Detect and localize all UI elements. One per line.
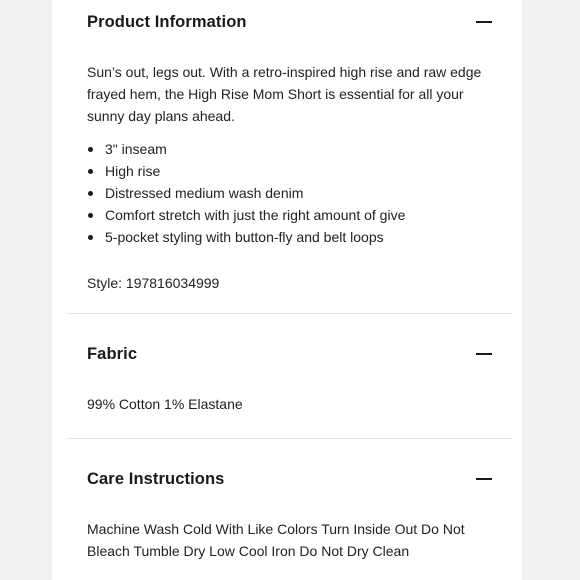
section-divider bbox=[67, 438, 512, 439]
feature-list-item: Distressed medium wash denim bbox=[87, 182, 492, 204]
fabric-header[interactable] bbox=[52, 332, 522, 376]
collapse-minus-icon[interactable] bbox=[476, 472, 492, 486]
care-instructions-content: Machine Wash Cold With Like Colors Turn Inside Out Do Not Bleach Tumble Dry Low Cool Iron Do Not Dry Clean bbox=[87, 521, 465, 559]
feature-list-item: 3" inseam bbox=[87, 138, 492, 160]
section-divider bbox=[67, 313, 512, 314]
product-details-panel bbox=[52, 0, 522, 580]
care-instructions-title: Care Instructions bbox=[87, 469, 225, 488]
collapse-minus-icon[interactable] bbox=[476, 15, 492, 29]
care-instructions-header[interactable] bbox=[52, 457, 522, 501]
style-number: Style: 197816034999 bbox=[87, 275, 220, 291]
feature-list bbox=[87, 138, 492, 248]
fabric-content: 99% Cotton 1% Elastane bbox=[87, 396, 243, 412]
fabric-title: Fabric bbox=[87, 344, 138, 363]
product-information-header[interactable] bbox=[52, 0, 522, 44]
feature-list-item: Comfort stretch with just the right amount of give bbox=[87, 204, 492, 226]
feature-list-item: High rise bbox=[87, 160, 492, 182]
product-description: Sun’s out, legs out. With a retro-inspired high rise and raw edge frayed hem, the High Rise Mom Short is essential for all your sunny day plans ahead. bbox=[87, 64, 482, 124]
feature-list-item: 5-pocket styling with button-fly and belt loops bbox=[87, 226, 492, 248]
collapse-minus-icon[interactable] bbox=[476, 347, 492, 361]
product-information-title: Product Information bbox=[87, 12, 247, 31]
